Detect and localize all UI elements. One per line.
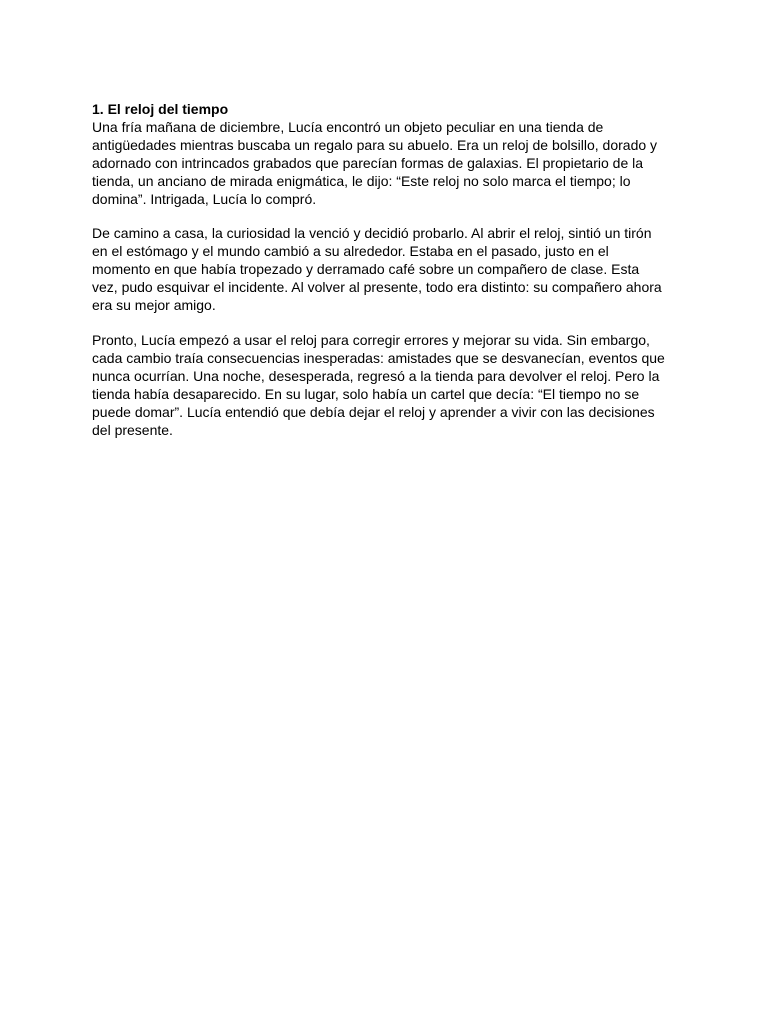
text-line: en el estómago y el mundo cambió a su alrededor. Estaba en el pasado, justo en el bbox=[92, 243, 609, 260]
text-line: tienda, un anciano de mirada enigmática, le dijo: “Este reloj no solo marca el tiempo; lo bbox=[92, 172, 631, 189]
text-line: adornado con intrincados grabados que parecían formas de galaxias. El propietario de la bbox=[92, 154, 644, 171]
text-line: puede domar”. Lucía entendió que debía dejar el reloj y aprender a vivir con las decisiones bbox=[92, 403, 655, 420]
text-line: Pronto, Lucía empezó a usar el reloj para corregir errores y mejorar su vida. Sin embargo, bbox=[92, 331, 650, 348]
text-line: domina”. Intrigada, Lucía lo compró. bbox=[92, 190, 317, 207]
story-content bbox=[92, 101, 682, 439]
text-line: tienda había desaparecido. En su lugar, solo había un cartel que decía: “El tiempo no se bbox=[92, 385, 640, 402]
paragraph-2 bbox=[92, 225, 682, 315]
text-line: cada cambio traía consecuencias inesperadas: amistades que se desvanecían, eventos que bbox=[92, 349, 665, 366]
story-title: 1. El reloj del tiempo bbox=[92, 101, 229, 117]
text-line: del presente. bbox=[92, 421, 173, 438]
text-line: vez, pudo esquivar el incidente. Al volver al presente, todo era distinto: su compañero ahora bbox=[92, 279, 662, 296]
text-line: Una fría mañana de diciembre, Lucía encontró un objeto peculiar en una tienda de bbox=[92, 118, 604, 135]
text-line: De camino a casa, la curiosidad la venció y decidió probarlo. Al abrir el reloj, sintió un tirón bbox=[92, 225, 652, 242]
text-line: nunca ocurrían. Una noche, desesperada, regresó a la tienda para devolver el reloj. Pero la bbox=[92, 367, 660, 384]
paragraph-1 bbox=[92, 101, 682, 208]
text-line: antigüedades mientras buscaba un regalo para su abuelo. Era un reloj de bolsillo, dorado y bbox=[92, 136, 658, 153]
paragraph-3 bbox=[92, 332, 682, 439]
text-line: era su mejor amigo. bbox=[92, 297, 216, 314]
text-line: momento en que había tropezado y derramado café sobre un compañero de clase. Esta bbox=[92, 261, 640, 278]
